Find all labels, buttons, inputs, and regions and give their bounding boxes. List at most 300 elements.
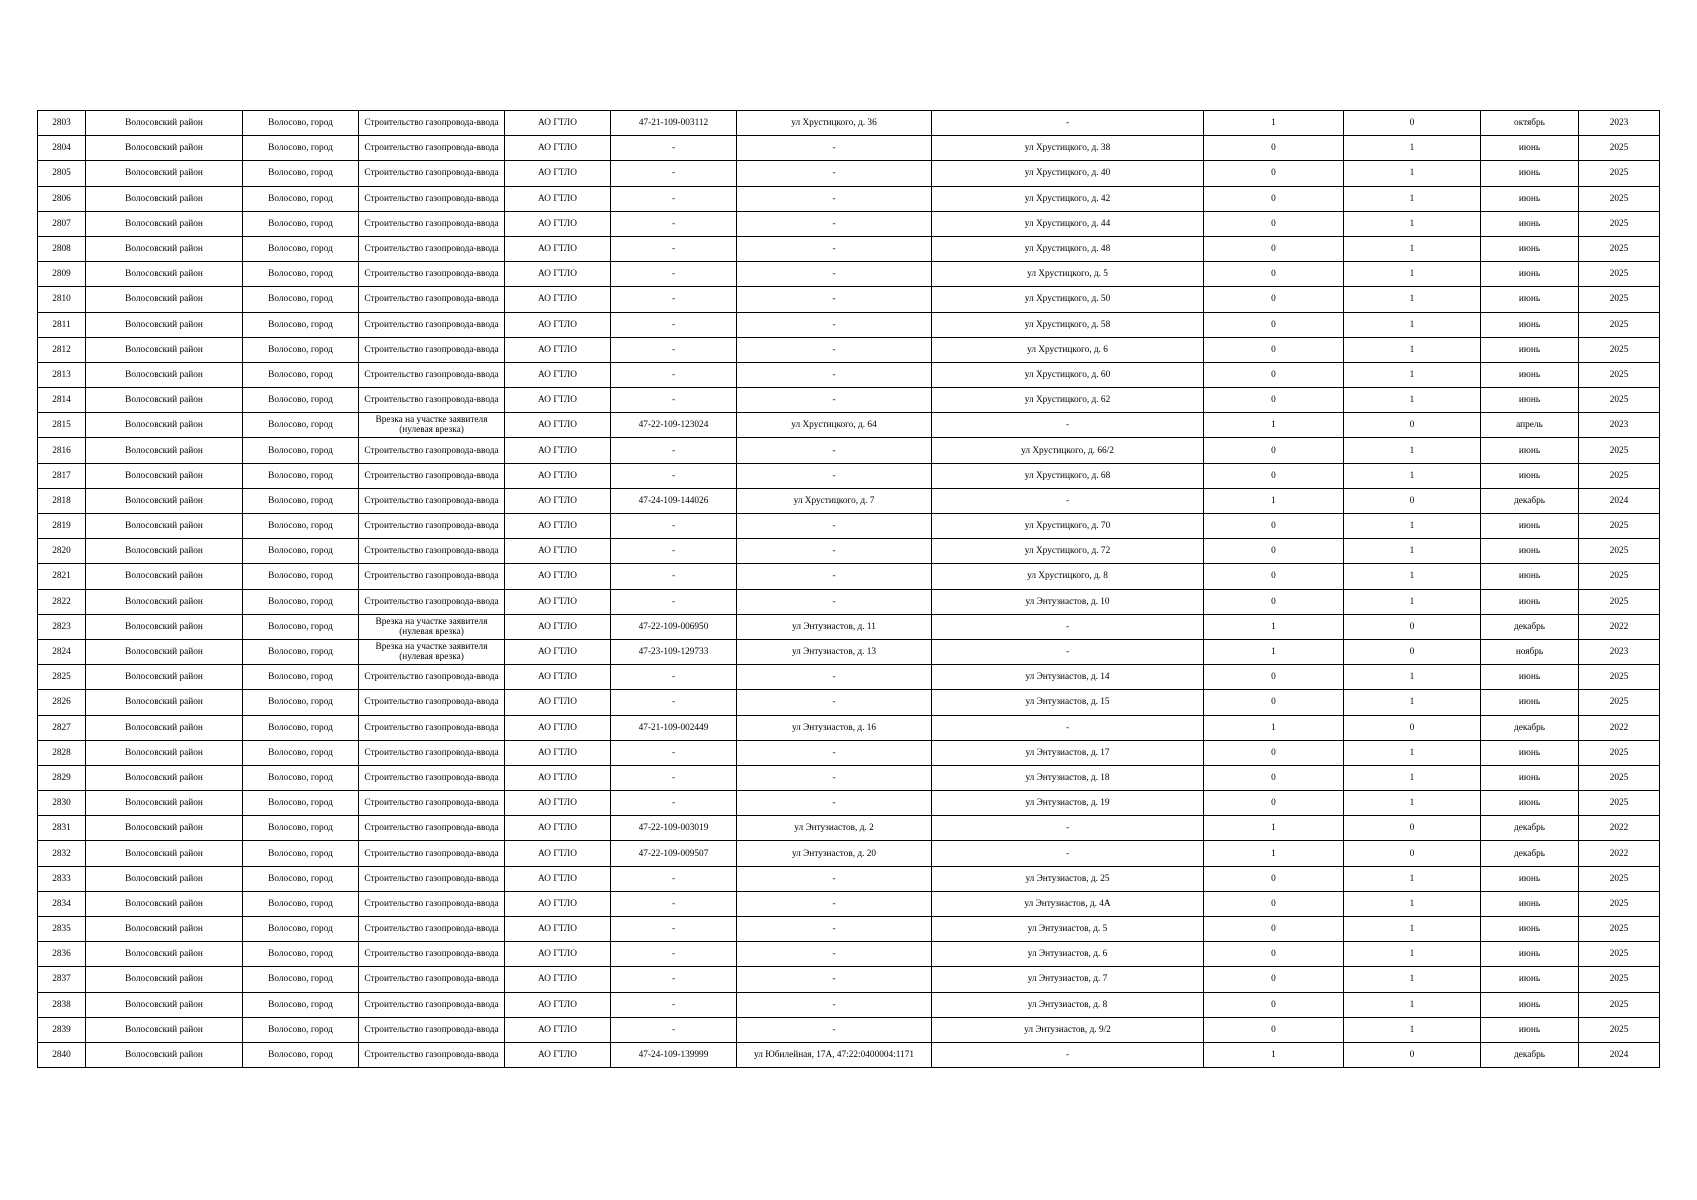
count-done-cell: 0 <box>1204 1017 1344 1042</box>
district-cell: Волосовский район <box>86 942 243 967</box>
settlement-cell: Волосово, город <box>243 564 359 589</box>
row-number-cell: 2806 <box>38 186 86 211</box>
organization-cell: АО ГТЛО <box>505 312 611 337</box>
count-done-cell: 0 <box>1204 765 1344 790</box>
count-done-cell: 0 <box>1204 236 1344 261</box>
work-type-cell: Строительство газопровода-ввода <box>359 287 505 312</box>
count-planned-cell: 1 <box>1344 942 1481 967</box>
contract-number-cell: - <box>611 463 737 488</box>
count-done-cell: 0 <box>1204 312 1344 337</box>
year-cell: 2025 <box>1579 589 1660 614</box>
row-number-cell: 2840 <box>38 1042 86 1067</box>
count-planned-cell: 1 <box>1344 791 1481 816</box>
settlement-cell: Волосово, город <box>243 891 359 916</box>
year-cell: 2025 <box>1579 287 1660 312</box>
settlement-cell: Волосово, город <box>243 589 359 614</box>
count-planned-cell: 1 <box>1344 438 1481 463</box>
contract-number-cell: 47-24-109-139999 <box>611 1042 737 1067</box>
month-cell: июнь <box>1481 765 1579 790</box>
organization-cell: АО ГТЛО <box>505 388 611 413</box>
address-contract-cell: - <box>737 312 932 337</box>
work-type-cell: Строительство газопровода-ввода <box>359 816 505 841</box>
table-row <box>38 362 1660 387</box>
month-cell: июнь <box>1481 740 1579 765</box>
month-cell: июнь <box>1481 564 1579 589</box>
row-number-cell: 2817 <box>38 463 86 488</box>
count-done-cell: 0 <box>1204 287 1344 312</box>
count-done-cell: 0 <box>1204 438 1344 463</box>
settlement-cell: Волосово, город <box>243 186 359 211</box>
district-cell: Волосовский район <box>86 740 243 765</box>
count-done-cell: 1 <box>1204 816 1344 841</box>
work-type-cell: Строительство газопровода-ввода <box>359 161 505 186</box>
year-cell: 2022 <box>1579 614 1660 639</box>
address-plan-cell: ул Хрустицкого, д. 44 <box>932 211 1204 236</box>
row-number-cell: 2811 <box>38 312 86 337</box>
month-cell: июнь <box>1481 312 1579 337</box>
address-plan-cell: ул Энтузиастов, д. 17 <box>932 740 1204 765</box>
count-done-cell: 0 <box>1204 186 1344 211</box>
address-contract-cell: - <box>737 740 932 765</box>
contract-number-cell: - <box>611 791 737 816</box>
count-done-cell: 1 <box>1204 715 1344 740</box>
address-contract-cell: - <box>737 438 932 463</box>
contract-number-cell: 47-22-109-006950 <box>611 614 737 639</box>
count-done-cell: 0 <box>1204 967 1344 992</box>
settlement-cell: Волосово, город <box>243 262 359 287</box>
address-contract-cell: ул Юбилейная, 17А, 47:22:0400004:1171 <box>737 1042 932 1067</box>
year-cell: 2025 <box>1579 891 1660 916</box>
work-type-cell: Строительство газопровода-ввода <box>359 514 505 539</box>
district-cell: Волосовский район <box>86 1042 243 1067</box>
contract-number-cell: - <box>611 438 737 463</box>
settlement-cell: Волосово, город <box>243 841 359 866</box>
month-cell: декабрь <box>1481 1042 1579 1067</box>
table-row <box>38 463 1660 488</box>
district-cell: Волосовский район <box>86 161 243 186</box>
gasification-table <box>37 110 1660 1068</box>
work-type-cell: Строительство газопровода-ввода <box>359 1042 505 1067</box>
district-cell: Волосовский район <box>86 136 243 161</box>
table-row <box>38 337 1660 362</box>
organization-cell: АО ГТЛО <box>505 539 611 564</box>
month-cell: июнь <box>1481 992 1579 1017</box>
organization-cell: АО ГТЛО <box>505 589 611 614</box>
address-contract-cell: - <box>737 665 932 690</box>
year-cell: 2022 <box>1579 816 1660 841</box>
organization-cell: АО ГТЛО <box>505 136 611 161</box>
district-cell: Волосовский район <box>86 362 243 387</box>
count-planned-cell: 1 <box>1344 665 1481 690</box>
address-contract-cell: ул Энтузиастов, д. 20 <box>737 841 932 866</box>
count-planned-cell: 0 <box>1344 111 1481 136</box>
month-cell: июнь <box>1481 186 1579 211</box>
work-type-cell: Строительство газопровода-ввода <box>359 211 505 236</box>
table-row <box>38 891 1660 916</box>
count-planned-cell: 1 <box>1344 891 1481 916</box>
district-cell: Волосовский район <box>86 438 243 463</box>
address-contract-cell: - <box>737 362 932 387</box>
work-type-cell: Строительство газопровода-ввода <box>359 891 505 916</box>
table-body <box>38 111 1660 1068</box>
table-row <box>38 413 1660 438</box>
work-type-cell: Строительство газопровода-ввода <box>359 866 505 891</box>
table-row <box>38 564 1660 589</box>
district-cell: Волосовский район <box>86 514 243 539</box>
organization-cell: АО ГТЛО <box>505 791 611 816</box>
work-type-cell: Строительство газопровода-ввода <box>359 438 505 463</box>
row-number-cell: 2823 <box>38 614 86 639</box>
count-planned-cell: 1 <box>1344 564 1481 589</box>
organization-cell: АО ГТЛО <box>505 1017 611 1042</box>
month-cell: июнь <box>1481 589 1579 614</box>
address-contract-cell: - <box>737 1017 932 1042</box>
year-cell: 2025 <box>1579 236 1660 261</box>
district-cell: Волосовский район <box>86 665 243 690</box>
address-plan-cell: ул Хрустицкого, д. 40 <box>932 161 1204 186</box>
settlement-cell: Волосово, город <box>243 1042 359 1067</box>
count-planned-cell: 0 <box>1344 488 1481 513</box>
settlement-cell: Волосово, город <box>243 136 359 161</box>
count-planned-cell: 0 <box>1344 841 1481 866</box>
address-contract-cell: ул Хрустицкого, д. 64 <box>737 413 932 438</box>
count-done-cell: 0 <box>1204 866 1344 891</box>
work-type-cell: Строительство газопровода-ввода <box>359 992 505 1017</box>
month-cell: июнь <box>1481 866 1579 891</box>
year-cell: 2025 <box>1579 463 1660 488</box>
count-done-cell: 0 <box>1204 589 1344 614</box>
count-planned-cell: 1 <box>1344 917 1481 942</box>
contract-number-cell: - <box>611 514 737 539</box>
work-type-cell: Строительство газопровода-ввода <box>359 665 505 690</box>
address-plan-cell: - <box>932 715 1204 740</box>
address-contract-cell: - <box>737 236 932 261</box>
count-done-cell: 0 <box>1204 665 1344 690</box>
district-cell: Волосовский район <box>86 992 243 1017</box>
year-cell: 2025 <box>1579 690 1660 715</box>
address-contract-cell: ул Энтузиастов, д. 11 <box>737 614 932 639</box>
row-number-cell: 2824 <box>38 639 86 664</box>
address-plan-cell: - <box>932 1042 1204 1067</box>
organization-cell: АО ГТЛО <box>505 665 611 690</box>
district-cell: Волосовский район <box>86 639 243 664</box>
organization-cell: АО ГТЛО <box>505 262 611 287</box>
district-cell: Волосовский район <box>86 967 243 992</box>
table-row <box>38 438 1660 463</box>
row-number-cell: 2838 <box>38 992 86 1017</box>
count-planned-cell: 0 <box>1344 639 1481 664</box>
address-contract-cell: - <box>737 866 932 891</box>
table-row <box>38 236 1660 261</box>
row-number-cell: 2839 <box>38 1017 86 1042</box>
year-cell: 2025 <box>1579 136 1660 161</box>
table-row <box>38 841 1660 866</box>
settlement-cell: Волосово, город <box>243 614 359 639</box>
work-type-cell: Строительство газопровода-ввода <box>359 690 505 715</box>
work-type-cell: Строительство газопровода-ввода <box>359 463 505 488</box>
contract-number-cell: - <box>611 665 737 690</box>
month-cell: декабрь <box>1481 715 1579 740</box>
address-contract-cell: - <box>737 564 932 589</box>
row-number-cell: 2827 <box>38 715 86 740</box>
count-done-cell: 0 <box>1204 564 1344 589</box>
address-contract-cell: - <box>737 337 932 362</box>
count-planned-cell: 1 <box>1344 312 1481 337</box>
address-plan-cell: ул Хрустицкого, д. 48 <box>932 236 1204 261</box>
settlement-cell: Волосово, город <box>243 362 359 387</box>
district-cell: Волосовский район <box>86 564 243 589</box>
month-cell: июнь <box>1481 161 1579 186</box>
district-cell: Волосовский район <box>86 463 243 488</box>
contract-number-cell: - <box>611 589 737 614</box>
organization-cell: АО ГТЛО <box>505 438 611 463</box>
year-cell: 2025 <box>1579 337 1660 362</box>
district-cell: Волосовский район <box>86 539 243 564</box>
count-done-cell: 0 <box>1204 942 1344 967</box>
district-cell: Волосовский район <box>86 186 243 211</box>
row-number-cell: 2833 <box>38 866 86 891</box>
table-row <box>38 312 1660 337</box>
address-contract-cell: ул Хрустицкого, д. 7 <box>737 488 932 513</box>
address-plan-cell: ул Энтузиастов, д. 15 <box>932 690 1204 715</box>
year-cell: 2025 <box>1579 967 1660 992</box>
row-number-cell: 2831 <box>38 816 86 841</box>
contract-number-cell: - <box>611 690 737 715</box>
count-planned-cell: 1 <box>1344 690 1481 715</box>
work-type-cell: Строительство газопровода-ввода <box>359 1017 505 1042</box>
table-row <box>38 287 1660 312</box>
address-contract-cell: - <box>737 514 932 539</box>
year-cell: 2024 <box>1579 488 1660 513</box>
count-planned-cell: 1 <box>1344 589 1481 614</box>
address-contract-cell: - <box>737 463 932 488</box>
month-cell: июнь <box>1481 967 1579 992</box>
address-plan-cell: ул Энтузиастов, д. 8 <box>932 992 1204 1017</box>
work-type-cell: Строительство газопровода-ввода <box>359 539 505 564</box>
count-done-cell: 1 <box>1204 413 1344 438</box>
settlement-cell: Волосово, город <box>243 690 359 715</box>
address-contract-cell: - <box>737 287 932 312</box>
row-number-cell: 2803 <box>38 111 86 136</box>
work-type-cell: Строительство газопровода-ввода <box>359 262 505 287</box>
row-number-cell: 2812 <box>38 337 86 362</box>
contract-number-cell: 47-21-109-002449 <box>611 715 737 740</box>
month-cell: июнь <box>1481 791 1579 816</box>
count-done-cell: 0 <box>1204 539 1344 564</box>
settlement-cell: Волосово, город <box>243 463 359 488</box>
year-cell: 2025 <box>1579 791 1660 816</box>
contract-number-cell: 47-22-109-123024 <box>611 413 737 438</box>
organization-cell: АО ГТЛО <box>505 891 611 916</box>
contract-number-cell: - <box>611 136 737 161</box>
count-planned-cell: 0 <box>1344 614 1481 639</box>
year-cell: 2025 <box>1579 665 1660 690</box>
contract-number-cell: - <box>611 891 737 916</box>
year-cell: 2025 <box>1579 161 1660 186</box>
address-plan-cell: ул Энтузиастов, д. 19 <box>932 791 1204 816</box>
table-row <box>38 740 1660 765</box>
count-planned-cell: 1 <box>1344 388 1481 413</box>
count-done-cell: 0 <box>1204 463 1344 488</box>
count-done-cell: 0 <box>1204 362 1344 387</box>
settlement-cell: Волосово, город <box>243 539 359 564</box>
count-done-cell: 0 <box>1204 791 1344 816</box>
count-planned-cell: 1 <box>1344 463 1481 488</box>
table-row <box>38 639 1660 664</box>
organization-cell: АО ГТЛО <box>505 992 611 1017</box>
district-cell: Волосовский район <box>86 236 243 261</box>
month-cell: июнь <box>1481 287 1579 312</box>
address-plan-cell: ул Хрустицкого, д. 68 <box>932 463 1204 488</box>
row-number-cell: 2810 <box>38 287 86 312</box>
table-row <box>38 765 1660 790</box>
count-planned-cell: 1 <box>1344 337 1481 362</box>
address-plan-cell: ул Энтузиастов, д. 6 <box>932 942 1204 967</box>
organization-cell: АО ГТЛО <box>505 564 611 589</box>
address-plan-cell: - <box>932 488 1204 513</box>
district-cell: Волосовский район <box>86 211 243 236</box>
settlement-cell: Волосово, город <box>243 388 359 413</box>
contract-number-cell: - <box>611 992 737 1017</box>
table-row <box>38 488 1660 513</box>
address-plan-cell: ул Энтузиастов, д. 10 <box>932 589 1204 614</box>
address-plan-cell: ул Энтузиастов, д. 4А <box>932 891 1204 916</box>
address-plan-cell: ул Энтузиастов, д. 5 <box>932 917 1204 942</box>
settlement-cell: Волосово, город <box>243 514 359 539</box>
settlement-cell: Волосово, город <box>243 740 359 765</box>
month-cell: июнь <box>1481 539 1579 564</box>
year-cell: 2025 <box>1579 186 1660 211</box>
year-cell: 2025 <box>1579 539 1660 564</box>
table-row <box>38 589 1660 614</box>
organization-cell: АО ГТЛО <box>505 740 611 765</box>
work-type-cell: Врезка на участке заявителя (нулевая врезка) <box>359 639 505 664</box>
district-cell: Волосовский район <box>86 337 243 362</box>
contract-number-cell: - <box>611 1017 737 1042</box>
work-type-cell: Строительство газопровода-ввода <box>359 186 505 211</box>
count-planned-cell: 1 <box>1344 186 1481 211</box>
organization-cell: АО ГТЛО <box>505 765 611 790</box>
organization-cell: АО ГТЛО <box>505 816 611 841</box>
work-type-cell: Строительство газопровода-ввода <box>359 136 505 161</box>
count-planned-cell: 1 <box>1344 740 1481 765</box>
table-row <box>38 791 1660 816</box>
address-plan-cell: ул Хрустицкого, д. 72 <box>932 539 1204 564</box>
row-number-cell: 2804 <box>38 136 86 161</box>
table-row <box>38 816 1660 841</box>
settlement-cell: Волосово, город <box>243 967 359 992</box>
count-planned-cell: 0 <box>1344 413 1481 438</box>
year-cell: 2025 <box>1579 992 1660 1017</box>
address-contract-cell: - <box>737 891 932 916</box>
district-cell: Волосовский район <box>86 841 243 866</box>
settlement-cell: Волосово, город <box>243 715 359 740</box>
contract-number-cell: - <box>611 287 737 312</box>
year-cell: 2024 <box>1579 1042 1660 1067</box>
contract-number-cell: - <box>611 362 737 387</box>
year-cell: 2025 <box>1579 740 1660 765</box>
year-cell: 2023 <box>1579 111 1660 136</box>
month-cell: июнь <box>1481 388 1579 413</box>
table-row <box>38 1017 1660 1042</box>
row-number-cell: 2822 <box>38 589 86 614</box>
month-cell: апрель <box>1481 413 1579 438</box>
contract-number-cell: - <box>611 337 737 362</box>
month-cell: октябрь <box>1481 111 1579 136</box>
work-type-cell: Строительство газопровода-ввода <box>359 564 505 589</box>
count-done-cell: 1 <box>1204 1042 1344 1067</box>
address-contract-cell: ул Энтузиастов, д. 13 <box>737 639 932 664</box>
table-row <box>38 992 1660 1017</box>
organization-cell: АО ГТЛО <box>505 715 611 740</box>
organization-cell: АО ГТЛО <box>505 161 611 186</box>
contract-number-cell: 47-24-109-144026 <box>611 488 737 513</box>
month-cell: декабрь <box>1481 488 1579 513</box>
district-cell: Волосовский район <box>86 589 243 614</box>
row-number-cell: 2809 <box>38 262 86 287</box>
settlement-cell: Волосово, город <box>243 992 359 1017</box>
address-plan-cell: - <box>932 639 1204 664</box>
count-done-cell: 1 <box>1204 614 1344 639</box>
address-contract-cell: - <box>737 690 932 715</box>
table-row <box>38 614 1660 639</box>
address-contract-cell: - <box>737 589 932 614</box>
work-type-cell: Строительство газопровода-ввода <box>359 488 505 513</box>
count-planned-cell: 1 <box>1344 866 1481 891</box>
organization-cell: АО ГТЛО <box>505 111 611 136</box>
work-type-cell: Строительство газопровода-ввода <box>359 362 505 387</box>
count-planned-cell: 1 <box>1344 1017 1481 1042</box>
year-cell: 2025 <box>1579 262 1660 287</box>
month-cell: июнь <box>1481 337 1579 362</box>
address-contract-cell: - <box>737 791 932 816</box>
settlement-cell: Волосово, город <box>243 438 359 463</box>
district-cell: Волосовский район <box>86 765 243 790</box>
contract-number-cell: - <box>611 917 737 942</box>
contract-number-cell: 47-21-109-003112 <box>611 111 737 136</box>
organization-cell: АО ГТЛО <box>505 211 611 236</box>
count-done-cell: 0 <box>1204 262 1344 287</box>
organization-cell: АО ГТЛО <box>505 690 611 715</box>
month-cell: декабрь <box>1481 841 1579 866</box>
row-number-cell: 2829 <box>38 765 86 790</box>
settlement-cell: Волосово, город <box>243 413 359 438</box>
row-number-cell: 2813 <box>38 362 86 387</box>
address-plan-cell: - <box>932 111 1204 136</box>
row-number-cell: 2818 <box>38 488 86 513</box>
count-planned-cell: 1 <box>1344 765 1481 790</box>
count-done-cell: 0 <box>1204 891 1344 916</box>
count-planned-cell: 1 <box>1344 362 1481 387</box>
work-type-cell: Строительство газопровода-ввода <box>359 942 505 967</box>
organization-cell: АО ГТЛО <box>505 287 611 312</box>
contract-number-cell: - <box>611 866 737 891</box>
organization-cell: АО ГТЛО <box>505 337 611 362</box>
year-cell: 2023 <box>1579 413 1660 438</box>
month-cell: июнь <box>1481 1017 1579 1042</box>
row-number-cell: 2826 <box>38 690 86 715</box>
count-planned-cell: 1 <box>1344 211 1481 236</box>
table-row <box>38 942 1660 967</box>
settlement-cell: Волосово, город <box>243 765 359 790</box>
organization-cell: АО ГТЛО <box>505 362 611 387</box>
contract-number-cell: - <box>611 740 737 765</box>
row-number-cell: 2832 <box>38 841 86 866</box>
month-cell: июнь <box>1481 690 1579 715</box>
row-number-cell: 2834 <box>38 891 86 916</box>
address-plan-cell: ул Энтузиастов, д. 25 <box>932 866 1204 891</box>
table-row <box>38 186 1660 211</box>
